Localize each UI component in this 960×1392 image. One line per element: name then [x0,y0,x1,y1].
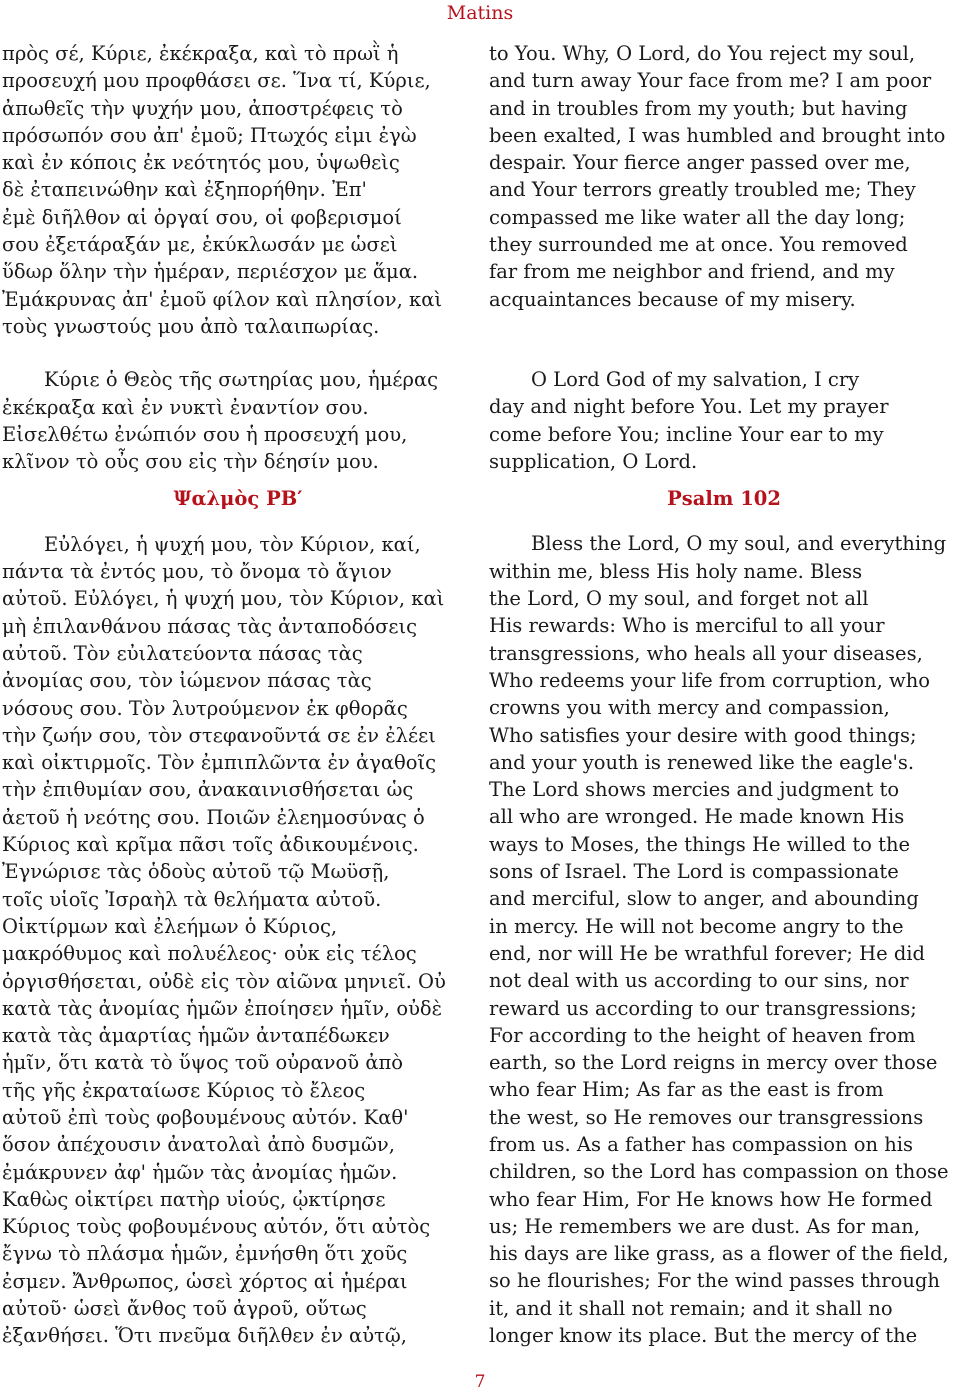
greek-paragraph-1: πρὸς σέ, Κύριε, ἐκέκραξα, καὶ τὸ πρωῒ ἡ προσευχή μου προφθάσει σε. Ἵνα τί, Κύριε, ἀπωθεῖς τὴν ψυχήν μου, ἀποστρέφεις τὸ πρόσωπόν σου ἀπ' ἐμοῦ; Πτωχός εἰμι ἐγὼ καὶ ἐν κόποις ἐκ νεότητός μου, ὑψωθεὶς δὲ ἐταπεινώθην καὶ ἐξηπορήθην. Ἐπ' ἐμὲ διῆλθον αἱ ὀργαί σου, οἱ φοβερισμοί σου ἐξετάραξάν με, ἐκύκλωσάν με ὡσεὶ ὕδωρ ὅλην τὴν ἡμέραν, περιέσχον με ἅμα. Ἐμάκρυνας ἀπ' ἐμοῦ φίλον καὶ πλησίον, καὶ τοὺς γνωστούς μου ἀπὸ ταλαιπωρίας. [2,42,443,338]
running-header: Matins [446,2,514,24]
page-number: 7 [474,1372,486,1392]
english-column [489,40,959,1349]
english-paragraph-2: O Lord God of my salvation, I cry day and night before You. Let my prayer come before You; incline Your ear to my supplication, O Lord. [489,367,889,473]
greek-paragraph-3: Εὐλόγει, ἡ ψυχή μου, τὸν Κύριον, καί, πάντα τὰ ἐντός μου, τὸ ὄνομα τὸ ἅγιον αὐτοῦ. Εὐλόγει, ἡ ψυχή μου, τὸν Κύριον, καὶ μὴ ἐπιλανθάνου πάσας τὰς ἀνταποδόσεις αὐτοῦ. Τὸν εὐιλατεύοντα πάσας τὰς ἀνομίας σου, τὸν ἰώμενον πάσας τὰς νόσους σου. Τὸν λυτρούμενον ἐκ φθορᾶς τὴν ζωήν σου, τὸν στεφανοῦντά σε ἐν ἐλέει καὶ οἰκτιρμοῖς. Τὸν ἐμπιπλῶντα ἐν ἀγαθοῖς τὴν ἐπιθυμίαν σου, ἀνακαινισθήσεται ὡς ἀετοῦ ἡ νεότης σου. Ποιῶν ἐλεημοσύνας ὁ Κύριος καὶ κρῖμα πᾶσι τοῖς ἀδικουμένοις. Ἐγνώρισε τὰς ὁδοὺς αὐτοῦ τῷ Μωϋσῇ, τοῖς υἱοῖς Ἰσραὴλ τὰ θελήματα αὐτοῦ. Οἰκτίρμων καὶ ἐλεήμων ὁ Κύριος, μακρόθυμος καὶ πολυέλεος· οὐκ εἰς τέλος ὀργισθήσεται, οὐδὲ εἰς τὸν αἰῶνα μηνιεῖ. Οὐ κατὰ τὰς ἀνομίας ἡμῶν ἐποίησεν ἡμῖν, οὐδὲ κατὰ τὰς ἁμαρτίας ἡμῶν ἀνταπέδωκεν ἡμῖν, ὅτι κατὰ τὸ ὕψος τοῦ οὐρανοῦ ἀπὸ τῆς γῆς ἐκραταίωσε Κύριος τὸ ἔλεος αὐτοῦ ἐπὶ τοὺς φοβουμένους αὐτόν. Καθ' ὅσον ἀπέχουσιν ἀνατολαὶ ἀπὸ δυσμῶν, ἐμάκρυνεν ἀφ' ἡμῶν τὰς ἀνομίας ἡμῶν. Καθὼς οἰκτίρει πατὴρ υἱούς, ᾠκτίρησε Κύριος τοὺς φοβουμένους αὐτόν, ὅτι αὐτὸς ἔγνω τὸ πλάσμα ἡμῶν, ἐμνήσθη ὅτι χοῦς ἐσμεν. Ἄνθρωπος, ὡσεὶ χόρτος αἱ ἡμέραι αὐτοῦ· ὡσεὶ ἄνθος τοῦ ἀγροῦ, οὕτως ἐξανθήσει. Ὅτι πνεῦμα διῆλθεν ἐν αὐτῷ, [2,532,446,1348]
paragraph-gap [489,313,959,366]
paragraph-gap [2,340,474,366]
english-paragraph-3: Bless the Lord, O my soul, and everything within me, bless His holy name. Bless the Lord, O my soul, and forget not all His rewards: Who is merciful to all your transgressions, who heals all your diseases, Who redeems your life from corruption, who crowns you with mercy and compassion, Who satisfies your desire with good things; and your youth is renewed like the eagle's. The Lord shows mercies and judgment to all who are wronged. He made known His ways to Moses, the things He willed to the sons of Israel. The Lord is compassionate and merciful, slow to anger, and abounding in mercy. He will not become angry to the end, nor will He be wrathful forever; He did not deal with us according to our sins, nor reward us according to our transgressions; For according to the height of heaven from earth, so the Lord reigns in mercy over those who fear Him; As far as the east is from the west, so He removes our transgressions from us. As a father has compassion on his children, so the Lord has compassion on those who fear Him, For He knows how He formed us; He remembers we are dust. As for man, his days are like grass, as a flower of the field, so he flourishes; For the wind passes through it, and it shall not remain; and it shall no longer know its place. But the mercy of the [489,532,949,1348]
english-psalm-title: Psalm 102 [667,487,781,511]
english-paragraph-1: to You. Why, O Lord, do You reject my soul, and turn away Your face from me? I am poor and in troubles from my youth; but having been exalted, I was humbled and brought into despair. Your fierce anger passed over me, and Your terrors greatly troubled me; They compassed me like water all the day long; they surrounded me at once. You removed far from me neighbor and friend, and my acquaintances because of my misery. [489,42,946,311]
greek-column [2,40,474,1350]
greek-psalm-title: Ψαλμὸς ΡΒ′ [173,487,303,511]
greek-paragraph-2: Κύριε ὁ Θεὸς τῆς σωτηρίας μου, ἡμέρας ἐκέκραξα καὶ ἐν νυκτὶ ἐναντίον σου. Εἰσελθέτω ἐνώπιόν σου ἡ προσευχή μου, κλῖνον τὸ οὖς σου εἰς τὴν δέησίν μου. [2,368,439,474]
